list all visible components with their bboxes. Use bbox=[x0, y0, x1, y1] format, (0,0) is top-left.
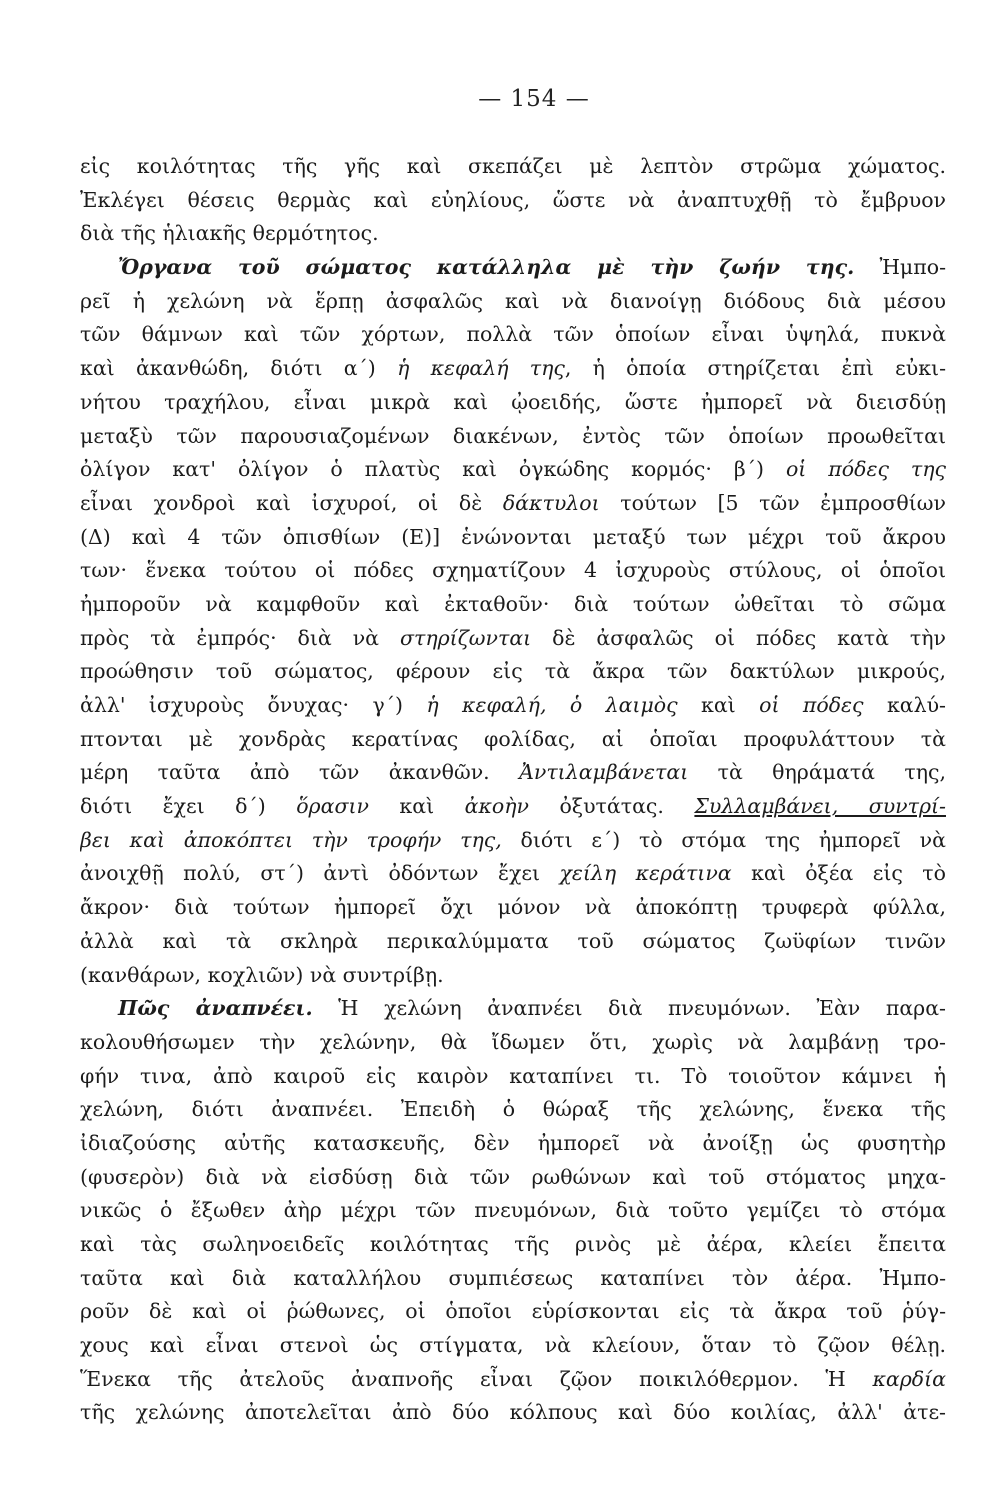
text-line: διὰ τῆς ἡλιακῆς θερμότητος. bbox=[80, 221, 379, 246]
text-line: φήν τινα, ἀπὸ καιροῦ εἰς καιρὸν καταπίνει τι. Τὸ τοιοῦτον κάμνει ἡ bbox=[80, 1063, 946, 1088]
text-line: (Δ) καὶ 4 τῶν ὀπισθίων (Ε)] ἑνώνονται μεταξύ των μέχρι τοῦ ἄκρου bbox=[80, 524, 946, 549]
section-heading: Πῶς ἀναπνέει. bbox=[118, 996, 313, 1021]
text-line: ὀλίγον κατ' ὀλίγον ὁ πλατὺς καὶ ὀγκώδης κορμός· β΄) οἱ πόδες της bbox=[80, 457, 946, 482]
text-line: διότι ἔχει δ΄) ὅρασιν καὶ ἀκοὴν ὀξυτάτας. Συλλαμβάνει, συντρί- bbox=[80, 794, 946, 819]
text-line: ἰδιαζούσης αὐτῆς κατασκευῆς, δὲν ἠμπορεῖ νὰ ἀνοίξῃ ὡς φυσητὴρ bbox=[80, 1130, 946, 1155]
text-line: εἶναι χονδροὶ καὶ ἰσχυροί, οἱ δὲ δάκτυλοι τούτων [5 τῶν ἐμπροσθίων bbox=[80, 490, 946, 515]
text-line: ρεῖ ἡ χελώνη νὰ ἕρπῃ ἀσφαλῶς καὶ νὰ διανοίγῃ διόδους διὰ μέσου bbox=[80, 288, 946, 313]
body-text bbox=[80, 150, 946, 1430]
text-line: μέρη ταῦτα ἀπὸ τῶν ἀκανθῶν. Ἀντιλαμβάνεται τὰ θηράματά της, bbox=[80, 760, 946, 785]
section-heading: Ὄργανα τοῦ σώματος κατάλληλα μὲ τὴν ζωήν της. bbox=[118, 255, 855, 280]
text-line: χελώνη, διότι ἀναπνέει. Ἐπειδὴ ὁ θώραξ τῆς χελώνης, ἕνεκα τῆς bbox=[80, 1097, 946, 1122]
text-line: (φυσερὸν) διὰ νὰ εἰσδύσῃ διὰ τῶν ρωθώνων καὶ τοῦ στόματος μηχα- bbox=[80, 1164, 946, 1189]
text-line: πρὸς τὰ ἐμπρός· διὰ νὰ στηρίζωνται δὲ ἀσφαλῶς οἱ πόδες κατὰ τὴν bbox=[80, 625, 946, 650]
text-line: εἰς κοιλότητας τῆς γῆς καὶ σκεπάζει μὲ λεπτὸν στρῶμα χώματος. bbox=[80, 154, 946, 178]
text-line: καὶ τὰς σωληνοειδεῖς κοιλότητας τῆς ρινὸς μὲ ἀέρα, κλείει ἔπειτα bbox=[80, 1232, 946, 1256]
text-line: πτονται μὲ χονδρὰς κερατίνας φολίδας, αἱ ὁποῖαι προφυλάττουν τὰ bbox=[80, 726, 946, 751]
text-line: (κανθάρων, κοχλιῶν) νὰ συντρίβῃ. bbox=[80, 962, 444, 987]
text-line: μεταξὺ τῶν παρουσιαζομένων διακένων, ἐντὸς τῶν ὁποίων προωθεῖται bbox=[80, 423, 946, 448]
section-heading-line: Ὄργανα τοῦ σώματος κατάλληλα μὲ τὴν ζωήν της. Ἠμπο- bbox=[118, 255, 946, 280]
text-line: βει καὶ ἀποκόπτει τὴν τροφήν της, διότι ε΄) τὸ στόμα της ἠμπορεῖ νὰ bbox=[80, 827, 946, 852]
text-line: τῶν θάμνων καὶ τῶν χόρτων, πολλὰ τῶν ὁποίων εἶναι ὑψηλά, πυκνὰ bbox=[80, 322, 946, 347]
page-number: — 154 — bbox=[478, 86, 590, 112]
text-line: ἀνοιχθῇ πολύ, στ΄) ἀντὶ ὀδόντων ἔχει χείλη κεράτινα καὶ ὀξέα εἰς τὸ bbox=[80, 861, 946, 886]
text-line: καὶ ἀκανθώδη, διότι α΄) ἡ κεφαλή της, ἡ ὁποία στηρίζεται ἐπὶ εὐκι- bbox=[80, 356, 946, 381]
text-line: νήτου τραχήλου, εἶναι μικρὰ καὶ ᾠοειδής, ὥστε ἠμπορεῖ νὰ διεισδύῃ bbox=[80, 389, 946, 414]
text-line: ἀλλ' ἰσχυροὺς ὄνυχας· γ΄) ἡ κεφαλή, ὁ λαιμὸς καὶ οἱ πόδες καλύ- bbox=[80, 693, 946, 717]
text-line: ἠμποροῦν νὰ καμφθοῦν καὶ ἐκταθοῦν· διὰ τούτων ὠθεῖται τὸ σῶμα bbox=[80, 591, 946, 616]
text-line: ταῦτα καὶ διὰ καταλλήλου συμπιέσεως καταπίνει τὸν ἀέρα. Ἠμπο- bbox=[80, 1265, 946, 1290]
section-heading-line: Πῶς ἀναπνέει. Ἡ χελώνη ἀναπνέει διὰ πνευμόνων. Ἐὰν παρα- bbox=[118, 996, 946, 1021]
text-line: κολουθήσωμεν τὴν χελώνην, θὰ ἴδωμεν ὅτι, χωρὶς νὰ λαμβάνῃ τρο- bbox=[80, 1029, 946, 1054]
text-line: ἄκρον· διὰ τούτων ἠμπορεῖ ὄχι μόνον νὰ ἀποκόπτῃ τρυφερὰ φύλλα, bbox=[80, 895, 946, 920]
text-line: ροῦν δὲ καὶ οἱ ῥώθωνες, οἱ ὁποῖοι εὑρίσκονται εἰς τὰ ἄκρα τοῦ ῥύγ- bbox=[80, 1299, 946, 1324]
text-line: προώθησιν τοῦ σώματος, φέρουν εἰς τὰ ἄκρα τῶν δακτύλων μικρούς, bbox=[80, 659, 946, 684]
text-line: νικῶς ὁ ἔξωθεν ἀὴρ μέχρι τῶν πνευμόνων, διὰ τοῦτο γεμίζει τὸ στόμα bbox=[80, 1198, 946, 1223]
text-line: των· ἕνεκα τούτου οἱ πόδες σχηματίζουν 4 ἰσχυροὺς στύλους, οἱ ὁποῖοι bbox=[80, 558, 946, 583]
text-line: Ἕνεκα τῆς ἀτελοῦς ἀναπνοῆς εἶναι ζῷον ποικιλόθερμον. Ἡ καρδία bbox=[80, 1366, 946, 1391]
text-line: Ἐκλέγει θέσεις θερμὰς καὶ εὐηλίους, ὥστε νὰ ἀναπτυχθῇ τὸ ἔμβρυον bbox=[80, 187, 946, 212]
text-line: τῆς χελώνης ἀποτελεῖται ἀπὸ δύο κόλπους καὶ δύο κοιλίας, ἀλλ' ἀτε- bbox=[80, 1400, 946, 1425]
text-line: ἀλλὰ καὶ τὰ σκληρὰ περικαλύμματα τοῦ σώματος ζωϋφίων τινῶν bbox=[80, 928, 946, 953]
text-line: χους καὶ εἶναι στενοὶ ὡς στίγματα, νὰ κλείουν, ὅταν τὸ ζῷον θέλῃ. bbox=[80, 1333, 946, 1358]
